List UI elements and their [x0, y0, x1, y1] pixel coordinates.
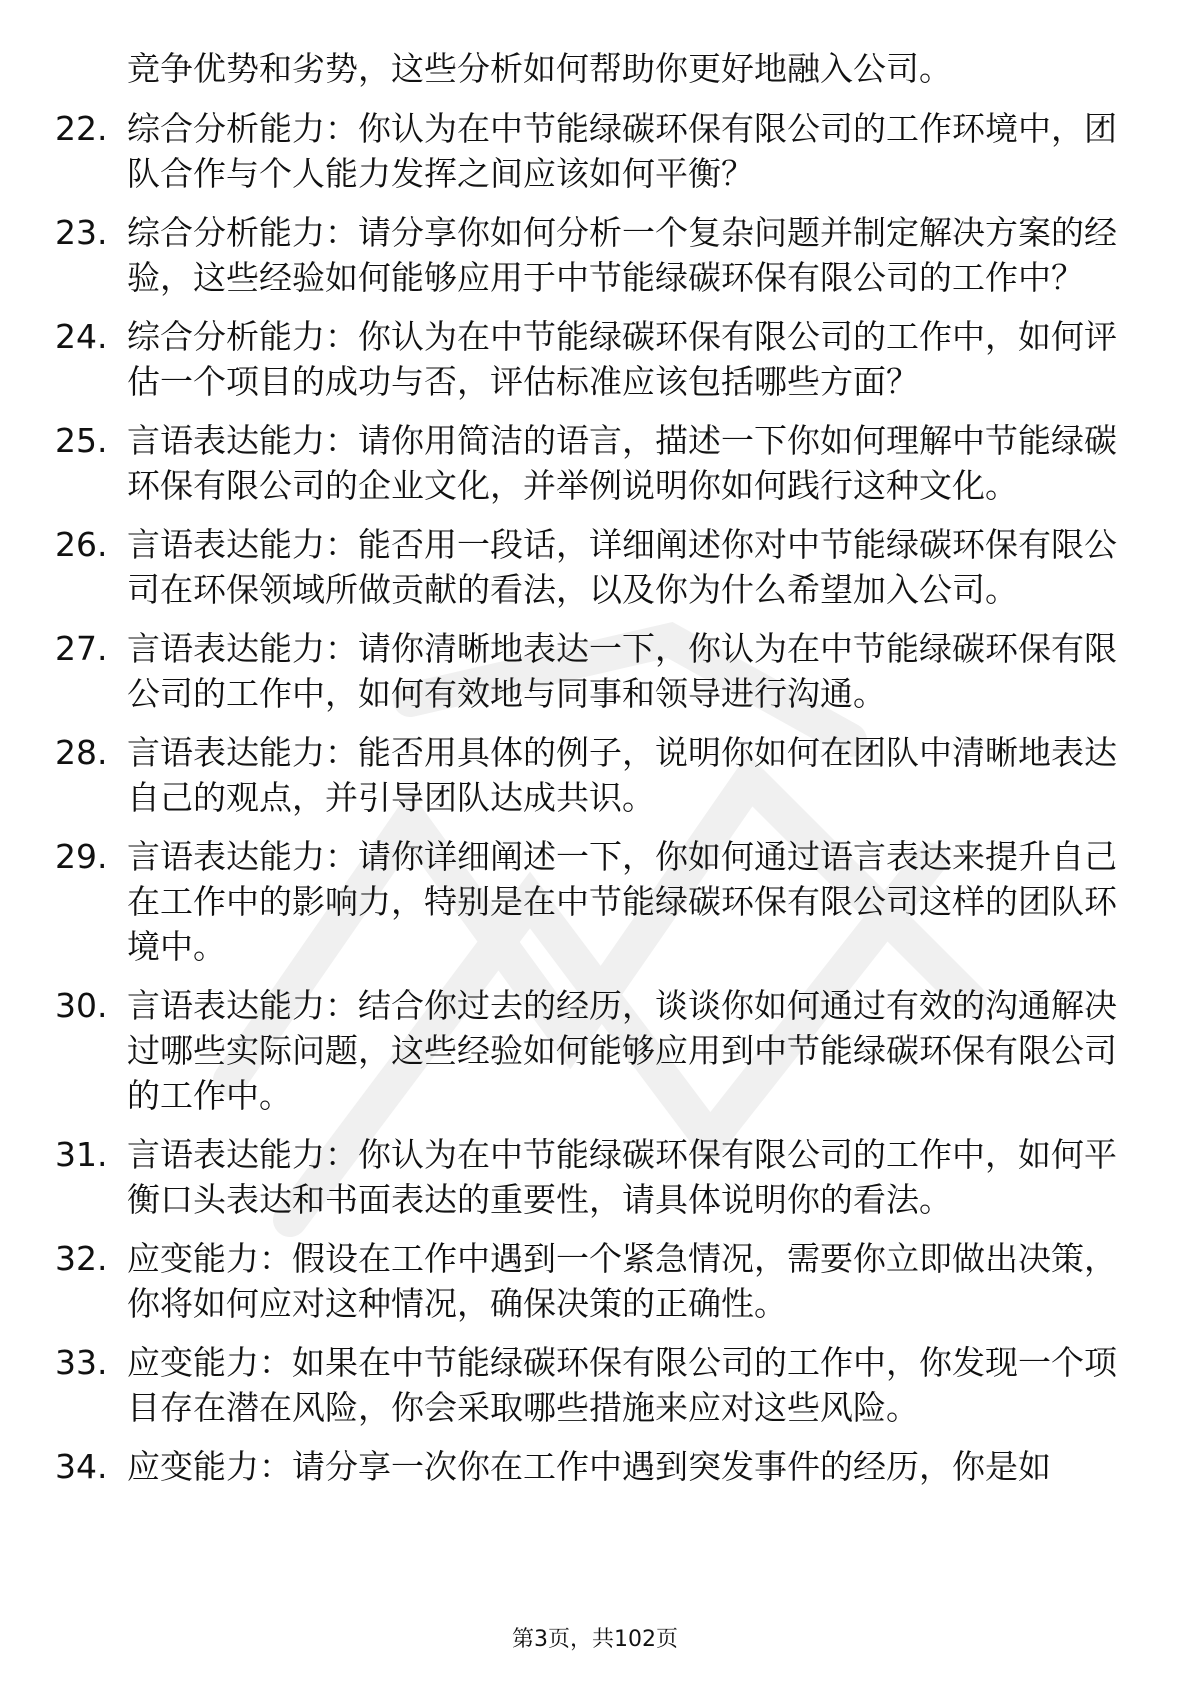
list-item — [55, 834, 1135, 969]
item-number: 34. — [55, 1447, 108, 1486]
item-text: 言语表达能力：能否用具体的例子，说明你如何在团队中清晰地表达自己的观点，并引导团队达成共识。 — [127, 733, 1117, 817]
list-item — [55, 106, 1135, 196]
item-text: 言语表达能力：能否用一段话，详细阐述你对中节能绿碳环保有限公司在环保领域所做贡献的看法，以及你为什么希望加入公司。 — [127, 525, 1117, 609]
item-number: 31. — [55, 1135, 108, 1174]
question-list — [55, 106, 1135, 1503]
item-text: 言语表达能力：请你详细阐述一下，你如何通过语言表达来提升自己在工作中的影响力，特别是在中节能绿碳环保有限公司这样的团队环境中。 — [127, 837, 1117, 966]
list-item — [55, 983, 1135, 1118]
item-number: 26. — [55, 525, 108, 564]
item-number: 33. — [55, 1343, 108, 1382]
item-text: 应变能力：请分享一次你在工作中遇到突发事件的经历，你是如 — [127, 1447, 1051, 1486]
list-item — [55, 1132, 1135, 1222]
item-number: 30. — [55, 986, 108, 1025]
continuation-text: 竞争优势和劣势，这些分析如何帮助你更好地融入公司。 — [127, 49, 952, 88]
list-item — [55, 314, 1135, 404]
list-item — [55, 1340, 1135, 1430]
item-text: 综合分析能力：你认为在中节能绿碳环保有限公司的工作环境中，团队合作与个人能力发挥之间应该如何平衡？ — [127, 109, 1117, 193]
item-number: 24. — [55, 317, 108, 356]
list-item — [55, 418, 1135, 508]
list-item — [55, 210, 1135, 300]
item-text: 言语表达能力：你认为在中节能绿碳环保有限公司的工作中，如何平衡口头表达和书面表达的重要性，请具体说明你的看法。 — [127, 1135, 1117, 1219]
item-number: 27. — [55, 629, 108, 668]
item-number: 32. — [55, 1239, 108, 1278]
item-text: 言语表达能力：请你清晰地表达一下，你认为在中节能绿碳环保有限公司的工作中，如何有效地与同事和领导进行沟通。 — [127, 629, 1117, 713]
item-number: 29. — [55, 837, 108, 876]
item-text: 言语表达能力：结合你过去的经历，谈谈你如何通过有效的沟通解决过哪些实际问题，这些经验如何能够应用到中节能绿碳环保有限公司的工作中。 — [127, 986, 1117, 1115]
list-item — [55, 1444, 1135, 1489]
list-item — [55, 730, 1135, 820]
item-text: 应变能力：如果在中节能绿碳环保有限公司的工作中，你发现一个项目存在潜在风险，你会采取哪些措施来应对这些风险。 — [127, 1343, 1117, 1427]
list-item — [55, 1236, 1135, 1326]
item-number: 22. — [55, 109, 108, 148]
item-text: 应变能力：假设在工作中遇到一个紧急情况，需要你立即做出决策，你将如何应对这种情况，确保决策的正确性。 — [127, 1239, 1117, 1323]
item-number: 25. — [55, 421, 108, 460]
item-text: 综合分析能力：你认为在中节能绿碳环保有限公司的工作中，如何评估一个项目的成功与否，评估标准应该包括哪些方面？ — [127, 317, 1117, 401]
item-text: 综合分析能力：请分享你如何分析一个复杂问题并制定解决方案的经验，这些经验如何能够应用于中节能绿碳环保有限公司的工作中？ — [127, 213, 1117, 297]
page-footer: 第3页，共102页 — [512, 1627, 678, 1652]
item-number: 23. — [55, 213, 108, 252]
list-item — [55, 626, 1135, 716]
item-number: 28. — [55, 733, 108, 772]
item-text: 言语表达能力：请你用简洁的语言，描述一下你如何理解中节能绿碳环保有限公司的企业文化，并举例说明你如何践行这种文化。 — [127, 421, 1117, 505]
list-item — [55, 522, 1135, 612]
